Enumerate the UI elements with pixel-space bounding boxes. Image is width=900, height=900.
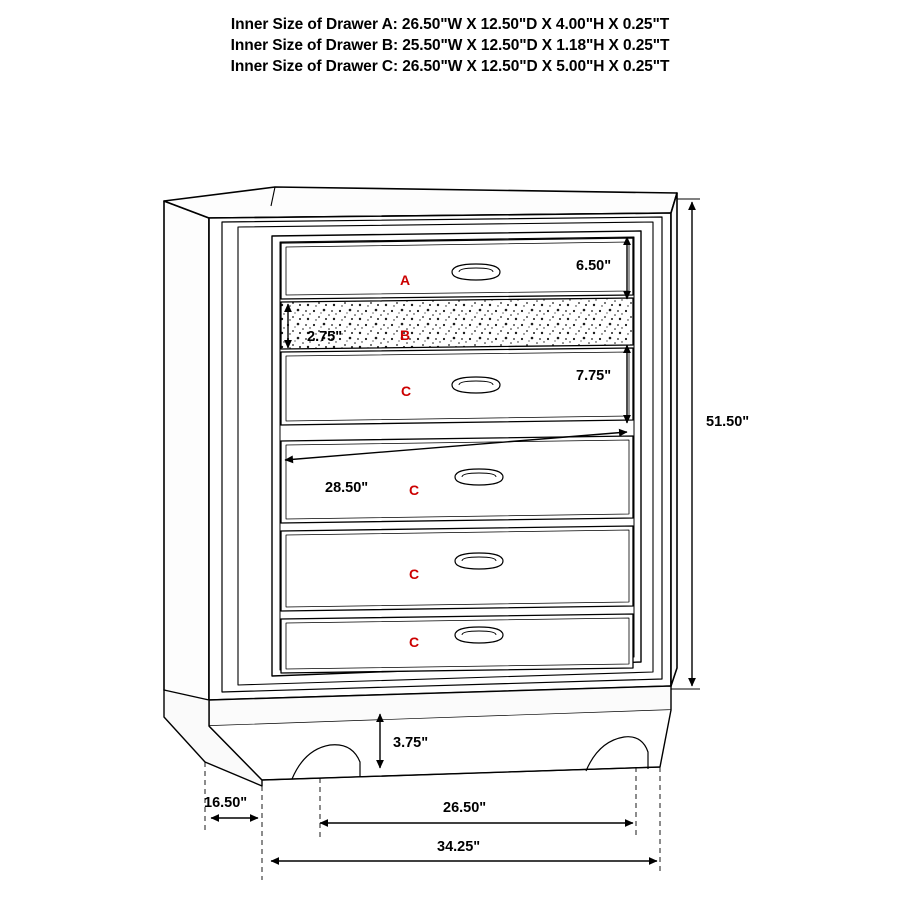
drawer-front-c-third [281,348,633,425]
drawer-pull-a [452,264,500,280]
drawer-pull-c-fifth [455,553,503,569]
drawer-label-c-fifth: C [409,566,420,582]
drawer-label-c-sixth: C [409,634,420,650]
label-base-width: 26.50" [443,800,487,816]
drawer-pull-c-third [452,377,500,393]
drawer-label-c-third: C [401,383,412,399]
drawer-front-c-sixth [281,614,633,673]
spec-line-drawer-a: Inner Size of Drawer A: 26.50"W X 12.50"D X 4.00"H X 0.25"T [230,16,670,33]
spec-line-drawer-c: Inner Size of Drawer C: 26.50"W X 12.50"D X 5.00"H X 0.25"T [230,58,670,75]
label-total-width: 34.25" [437,839,481,855]
label-drawer-a-height: 6.50" [576,258,612,274]
cabinet-right-edge [671,193,677,686]
label-drawer-b-height: 2.75" [307,329,343,345]
label-base-clearance: 3.75" [393,735,429,751]
drawer-front-c-fifth [281,526,633,611]
label-drawer-c-height: 7.75" [576,368,612,384]
label-depth: 16.50" [204,795,248,811]
drawer-label-a-top: A [400,272,411,288]
cabinet-left-side [164,201,209,709]
label-drawer-width: 28.50" [325,480,369,496]
drawer-pull-c-sixth [455,627,503,643]
label-total-height: 51.50" [706,414,750,430]
drawer-pull-c-fourth [455,469,503,485]
drawer-label-c-fourth: C [409,482,420,498]
drawer-label-b-accent: B [400,327,411,343]
spec-line-drawer-b: Inner Size of Drawer B: 25.50"W X 12.50"D X 1.18"H X 0.25"T [230,37,670,54]
